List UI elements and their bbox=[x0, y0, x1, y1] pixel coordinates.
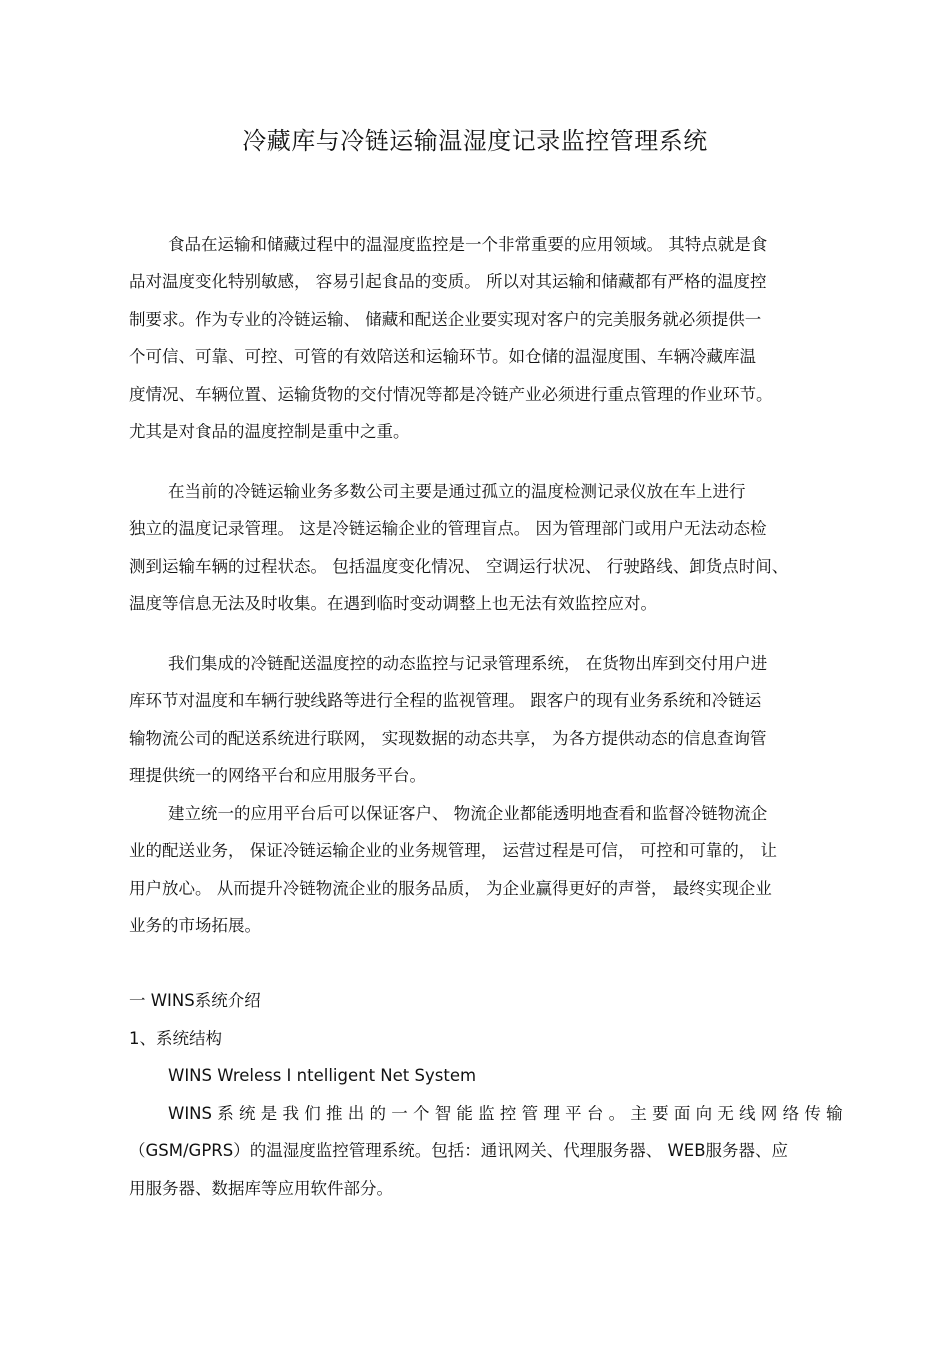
document-title: 冷藏库与冷链运输温湿度记录监控管理系统 bbox=[242, 127, 708, 155]
paragraph-4-line-4: 业务的市场拓展。 bbox=[129, 916, 261, 935]
paragraph-3-line-3: 输物流公司的配送系统进行联网， 实现数据的动态共享， 为各方提供动态的信息查询管 bbox=[129, 729, 767, 748]
paragraph-1-line-4: 个可信、可靠、可控、可管的有效陪送和运输环节。如仓储的温湿度围、车辆冷藏库温 bbox=[129, 347, 756, 366]
paragraph-4-line-1: 建立统一的应用平台后可以保证客户、 物流企业都能透明地查看和监督冷链物流企 bbox=[168, 804, 768, 823]
paragraph-1-line-3: 制要求。作为专业的冷链运输、 储藏和配送企业要实现对客户的完美服务就必须提供一 bbox=[129, 310, 762, 329]
wins-paragraph-line-3: 用服务器、数据库等应用软件部分。 bbox=[129, 1179, 393, 1198]
paragraph-3-line-1: 我们集成的冷链配送温度控的动态监控与记录管理系统， 在货物出库到交付用户进 bbox=[168, 654, 768, 673]
paragraph-1-line-2: 品对温度变化特别敏感， 容易引起食品的变质。 所以对其运输和储藏都有严格的温度控 bbox=[129, 272, 767, 291]
paragraph-2-line-3: 测到运输车辆的过程状态。 包括温度变化情况、 空调运行状况、 行驶路线、卸货点时间、 bbox=[129, 557, 789, 576]
paragraph-2-line-4: 温度等信息无法及时收集。在遇到临时变动调整上也无法有效监控应对。 bbox=[129, 594, 657, 613]
wins-paragraph-line-2: （GSM/GPRS）的温湿度监控管理系统。包括：通讯网关、代理服务器、 WEB服务器、应 bbox=[129, 1141, 789, 1160]
wins-expansion: WINS Wreless I ntelligent Net System bbox=[168, 1066, 477, 1085]
paragraph-1-line-1: 食品在运输和储藏过程中的温湿度监控是一个非常重要的应用领域。 其特点就是食 bbox=[168, 235, 768, 254]
paragraph-3-line-4: 理提供统一的网络平台和应用服务平台。 bbox=[129, 766, 426, 785]
subsection-heading: 1、系统结构 bbox=[129, 1029, 222, 1048]
paragraph-3-line-2: 库环节对温度和车辆行驶线路等进行全程的监视管理。 跟客户的现有业务系统和冷链运 bbox=[129, 691, 762, 710]
paragraph-2-line-2: 独立的温度记录管理。 这是冷链运输企业的管理盲点。 因为管理部门或用户无法动态检 bbox=[129, 519, 767, 538]
paragraph-1-line-6: 尤其是对食品的温度控制是重中之重。 bbox=[129, 422, 410, 441]
paragraph-1-line-5: 度情况、车辆位置、运输货物的交付情况等都是冷链产业必须进行重点管理的作业环节。 bbox=[129, 385, 773, 404]
paragraph-2-line-1: 在当前的冷链运输业务多数公司主要是通过孤立的温度检测记录仪放在车上进行 bbox=[168, 482, 746, 501]
paragraph-4-line-2: 业的配送业务， 保证冷链运输企业的业务规管理， 运营过程是可信， 可控和可靠的， 让 bbox=[129, 841, 777, 860]
wins-paragraph-line-1: WINS 系 统 是 我 们 推 出 的 一 个 智 能 监 控 管 理 平 台 。 主 要 面 向 无 线 网 络 传 输 bbox=[168, 1104, 843, 1123]
section-heading: 一 WINS系统介绍 bbox=[129, 991, 261, 1010]
paragraph-4-line-3: 用户放心。 从而提升冷链物流企业的服务品质， 为企业赢得更好的声誉， 最终实现企业 bbox=[129, 879, 772, 898]
